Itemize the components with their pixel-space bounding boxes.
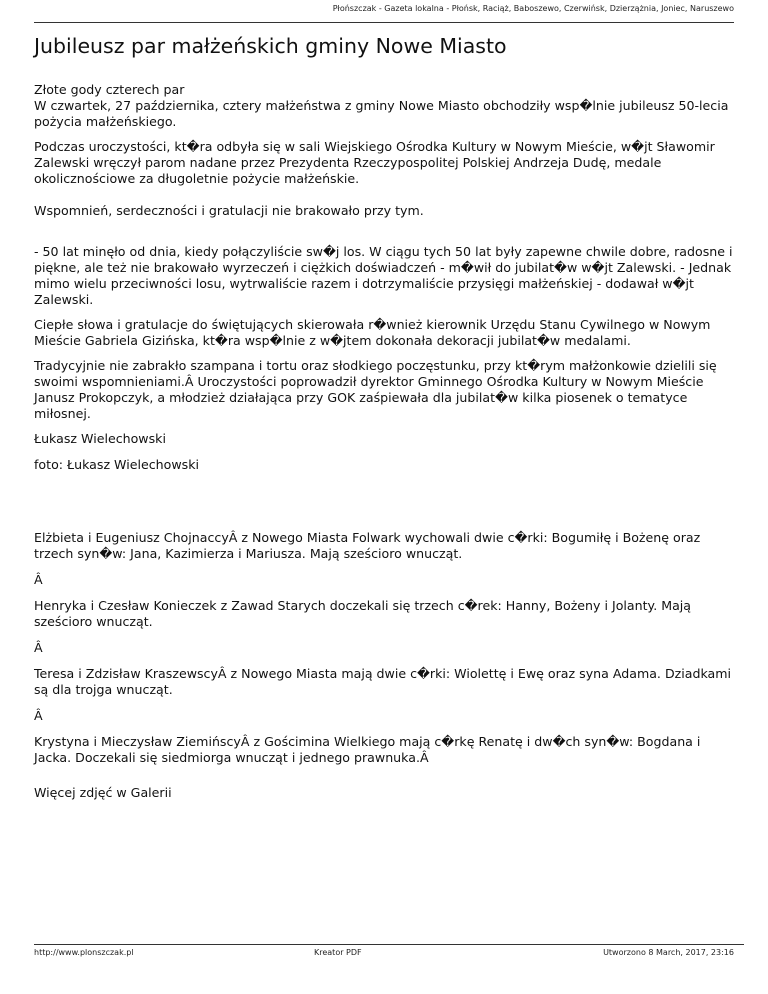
article-paragraph: Henryka i Czesław Konieczek z Zawad Starych doczekali się trzech c�rek: Hanny, Bożeny i Jolanty. Mają sześcioro wnucząt. [34,598,692,629]
article-paragraph: Â [34,572,43,587]
footer-url[interactable]: http://www.plonszczak.pl [34,948,134,957]
article-paragraph: Więcej zdjęć w Galerii [34,785,172,800]
article-paragraph: Â [34,640,43,655]
article-paragraph: Krystyna i Mieczysław ZiemińscyÂ z Gościmina Wielkiego mają c�rkę Renatę i dw�ch syn�w: Bogdana i Jacka. Doczekali się siedmiorga wnucząt i jednego prawnuka.Â [34,734,701,765]
article-title: Jubileusz par małżeńskich gminy Nowe Miasto [34,34,507,58]
article-paragraph: Łukasz Wielechowski [34,431,166,446]
article-paragraph: Podczas uroczystości, kt�ra odbyła się w sali Wiejskiego Ośrodka Kultury w Nowym Mieście, w�jt Sławomir Zalewski wręczył parom nadane przez Prezydenta Rzeczypospolitej Polskiej Andrzeja Dudę, medale okolicznościowe za długoletnie pożycie małżeńskie. [34,139,715,186]
article-paragraph: Ciepłe słowa i gratulacje do świętujących skierowała r�wnież kierownik Urzędu Stanu Cywilnego w Nowym Mieście Gabriela Gizińska, kt�ra wsp�lnie z w�jtem dokonała dekoracji jubilat�w medalami. [34,317,711,348]
site-header: Płońszczak - Gazeta lokalna - Płońsk, Raciąż, Baboszewo, Czerwińsk, Dzierzążnia, Joniec, Naruszewo [332,4,734,13]
article-paragraph: foto: Łukasz Wielechowski [34,457,199,472]
article-paragraph: - 50 lat minęło od dnia, kiedy połączyliście sw�j los. W ciągu tych 50 lat były zapewne chwile dobre, radosne i piękne, ale też nie brakowało wyrzeczeń i ciężkich doświadczeń - m�wił do jubilat�w w�jt Zalewski. - Jednak mimo wielu przeciwności losu, wytrwaliście razem i dotrzymaliście przysięgi małżeńskiej - dodawał w�jt Zalewski. [34,244,733,307]
article-body [34,82,734,832]
article-paragraph: Tradycyjnie nie zabrakło szampana i tortu oraz słodkiego poczęstunku, przy kt�rym małżonkowie dzielili się swoimi wspomnieniami.Â Uroczystości poprowadził dyrektor Gminnego Ośrodka Kultury w Nowym Mieście Janusz Prokopczyk, a młodzież działająca przy GOK zaśpiewała dla jubilat�w kilka piosenek o tematyce miłosnej. [34,358,717,421]
footer-generator: Kreator PDF [314,948,362,957]
header-divider [34,22,734,23]
article-paragraph: Złote gody czterech par W czwartek, 27 października, cztery małżeństwa z gminy Nowe Miasto obchodziły wsp�lnie jubileusz 50-lecia pożycia małżeńskiego. [34,82,729,129]
article-paragraph: Teresa i Zdzisław KraszewscyÂ z Nowego Miasta mają dwie c�rki: Wiolettę i Ewę oraz syna Adama. Dziadkami są dla trojga wnucząt. [34,666,732,697]
article-paragraph: Â [34,708,43,723]
footer-created-date: Utworzono 8 March, 2017, 23:16 [603,948,734,957]
article-paragraph: Elżbieta i Eugeniusz ChojnaccyÂ z Nowego Miasta Folwark wychowali dwie c�rki: Bogumiłę i Bożenę oraz trzech syn�w: Jana, Kazimierza i Mariusza. Mają sześcioro wnucząt. [34,530,701,561]
article-paragraph: Wspomnień, serdeczności i gratulacji nie brakowało przy tym. [34,203,424,218]
footer-divider [34,944,744,945]
